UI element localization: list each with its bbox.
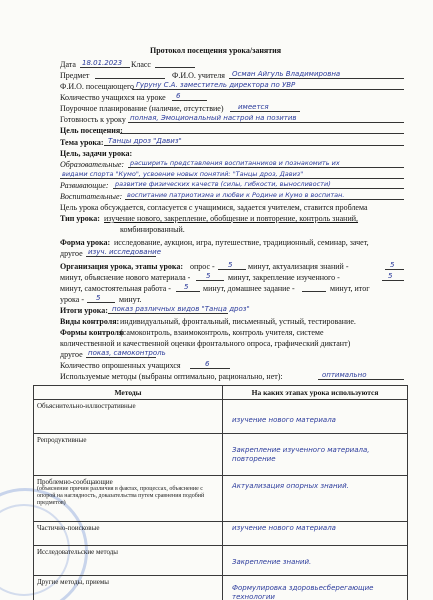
planning-value: имеется bbox=[238, 103, 269, 111]
date-value: 18.01.2023 bbox=[82, 59, 123, 67]
org-text-6: минут, домашнее задание - bbox=[203, 284, 295, 293]
control-text: индивидуальный, фронтальный, письменный, устный, тестирование. bbox=[120, 317, 356, 326]
type-label: Тип урока: bbox=[60, 214, 100, 223]
org-text-5: минут, самостоятельная работа - bbox=[60, 284, 171, 293]
table-row bbox=[34, 434, 408, 476]
edu-label: Образовательные: bbox=[60, 160, 125, 169]
control-label: Виды контроля: bbox=[60, 317, 120, 326]
method-name: Проблемно-сообщающие bbox=[37, 478, 113, 486]
students-count-value: 6 bbox=[205, 360, 210, 368]
table-row bbox=[34, 522, 408, 546]
methods-header: Методы bbox=[34, 386, 223, 400]
method-stage: изучение нового материала bbox=[232, 524, 336, 532]
org-v1: 5 bbox=[228, 261, 233, 269]
upbr-label: Воспитательные: bbox=[60, 192, 123, 201]
summary-label: Итоги урока: bbox=[60, 306, 108, 315]
topic-value: Танцы дроз "Давиз" bbox=[108, 137, 182, 145]
readiness-label: Готовность к уроку bbox=[60, 115, 126, 124]
type-text-1: изучение нового, закрепление, обобщение и повторение, контроль знаний, bbox=[104, 214, 359, 223]
org-v8: 5 bbox=[96, 294, 101, 302]
method-stage: изучение нового материала bbox=[232, 416, 336, 424]
other-label: другое bbox=[60, 249, 83, 258]
methods-used-value: оптимально bbox=[322, 371, 367, 379]
method-stage: Закрепление знаний. bbox=[232, 558, 312, 566]
visitor-label: Ф.И.О. посещающего bbox=[60, 82, 135, 91]
subject-label: Предмет bbox=[60, 71, 90, 80]
form-label: Форма урока: bbox=[60, 238, 111, 247]
ctrl-forms-text-2: количественной и качественной оценки фронтального опроса, графический диктант) bbox=[60, 339, 351, 348]
dev-label: Развивающие: bbox=[60, 181, 109, 190]
org-text-4: минут, закрепление изученного - bbox=[228, 273, 340, 282]
org-text-9: минут. bbox=[119, 295, 142, 304]
ctrl-forms-text-1: (самоконтроль, взаимоконтроль, контроль учителя, системе bbox=[120, 328, 324, 337]
methods-table bbox=[33, 385, 408, 600]
edu-value-1: расширить представления воспитанников и познакомить их bbox=[130, 159, 340, 167]
goals-tasks-label: Цель, задачи урока: bbox=[60, 149, 133, 158]
type-text-2: комбинированный. bbox=[120, 225, 185, 234]
org-text-7: минут, итог bbox=[330, 284, 370, 293]
org-v4: 5 bbox=[388, 272, 393, 280]
methods-used-label: Используемые методы (выбраны оптимально, рационально, нет): bbox=[60, 372, 283, 381]
problem-text: Цель урока обсуждается, согласуется с учащимися, задается учителем, ставится проблема bbox=[60, 203, 368, 212]
method-stage: Актуализация опорных знаний. bbox=[232, 482, 349, 490]
method-name: Репродуктивные bbox=[37, 436, 87, 444]
date-label: Дата bbox=[60, 60, 76, 69]
students-value: 6 bbox=[176, 92, 181, 100]
method-stage: Формулировка здоровьесберегающие технологии bbox=[232, 584, 374, 600]
other2-label: другое bbox=[60, 350, 83, 359]
other2-value: показ, самоконтроль bbox=[88, 349, 166, 357]
students-label: Количество учащихся на уроке bbox=[60, 93, 166, 102]
visit-goal-label: Цель посещения: bbox=[60, 126, 123, 135]
org-label: Организация урока, этапы урока: bbox=[60, 262, 184, 271]
org-v2: 5 bbox=[390, 261, 395, 269]
method-name: Исследовательские методы bbox=[37, 548, 119, 556]
org-text-2: минут, актуализация знаний - bbox=[248, 262, 349, 271]
summary-value: показ различных видов "Танца дроз" bbox=[112, 305, 250, 313]
teacher-value: Осман Айгуль Владимировна bbox=[232, 70, 341, 78]
org-v5: 5 bbox=[184, 283, 189, 291]
stages-header: На каких этапах урока используются bbox=[223, 386, 408, 400]
method-name: Частично-поисковые bbox=[37, 524, 100, 532]
org-v3: 5 bbox=[206, 272, 211, 280]
edu-value-2: видами спорта "Кумо", усвоение новых понятий: "Танцы дроз, Давиз" bbox=[62, 170, 304, 178]
topic-label: Тема урока: bbox=[60, 138, 104, 147]
org-text-3: минут, объяснение нового материала - bbox=[60, 273, 191, 282]
planning-label: Поурочное планирование (наличие, отсутствие) bbox=[60, 104, 224, 113]
visitor-value: Гуруну С.А. заместитель директора по УВР bbox=[136, 81, 296, 89]
table-row bbox=[34, 546, 408, 576]
class-label: Класс bbox=[131, 60, 151, 69]
ctrl-forms-label: Формы контроля bbox=[60, 328, 124, 337]
form-text: исследование, аукцион, игра, путешествие, традиционный, семинар, зачет, bbox=[114, 238, 369, 247]
page-title: Протокол посещения урока/занятия bbox=[150, 46, 282, 55]
table-row bbox=[34, 476, 408, 522]
method-note: (объяснение причин различия в фактах, процессах, объяснение с опорой на наглядность, доказательства путем сравнения подобий предметов) bbox=[37, 486, 205, 506]
org-text-1: опрос - bbox=[190, 262, 215, 271]
org-text-8: урока - bbox=[60, 295, 84, 304]
teacher-label: Ф.И.О. учителя bbox=[172, 71, 225, 80]
dev-value: развитие физических качеств (силы, гибкости, выносливости) bbox=[115, 180, 331, 188]
table-row bbox=[34, 576, 408, 600]
method-name: Другие методы, приемы bbox=[37, 578, 109, 586]
table-row bbox=[34, 400, 408, 434]
method-name: Объяснительно-иллюстративные bbox=[37, 402, 136, 410]
method-stage: Закрепление изученного материала, повторение bbox=[232, 446, 370, 463]
other-value: изуч. исследование bbox=[88, 248, 161, 256]
upbr-value: воспитание патриотизма и любви к Родине и Кумо в воспитан. bbox=[127, 191, 345, 199]
students-count-label: Количество опрошенных учащихся bbox=[60, 361, 181, 370]
readiness-value: полная, Эмоциональный настрой на позитив bbox=[130, 114, 297, 122]
